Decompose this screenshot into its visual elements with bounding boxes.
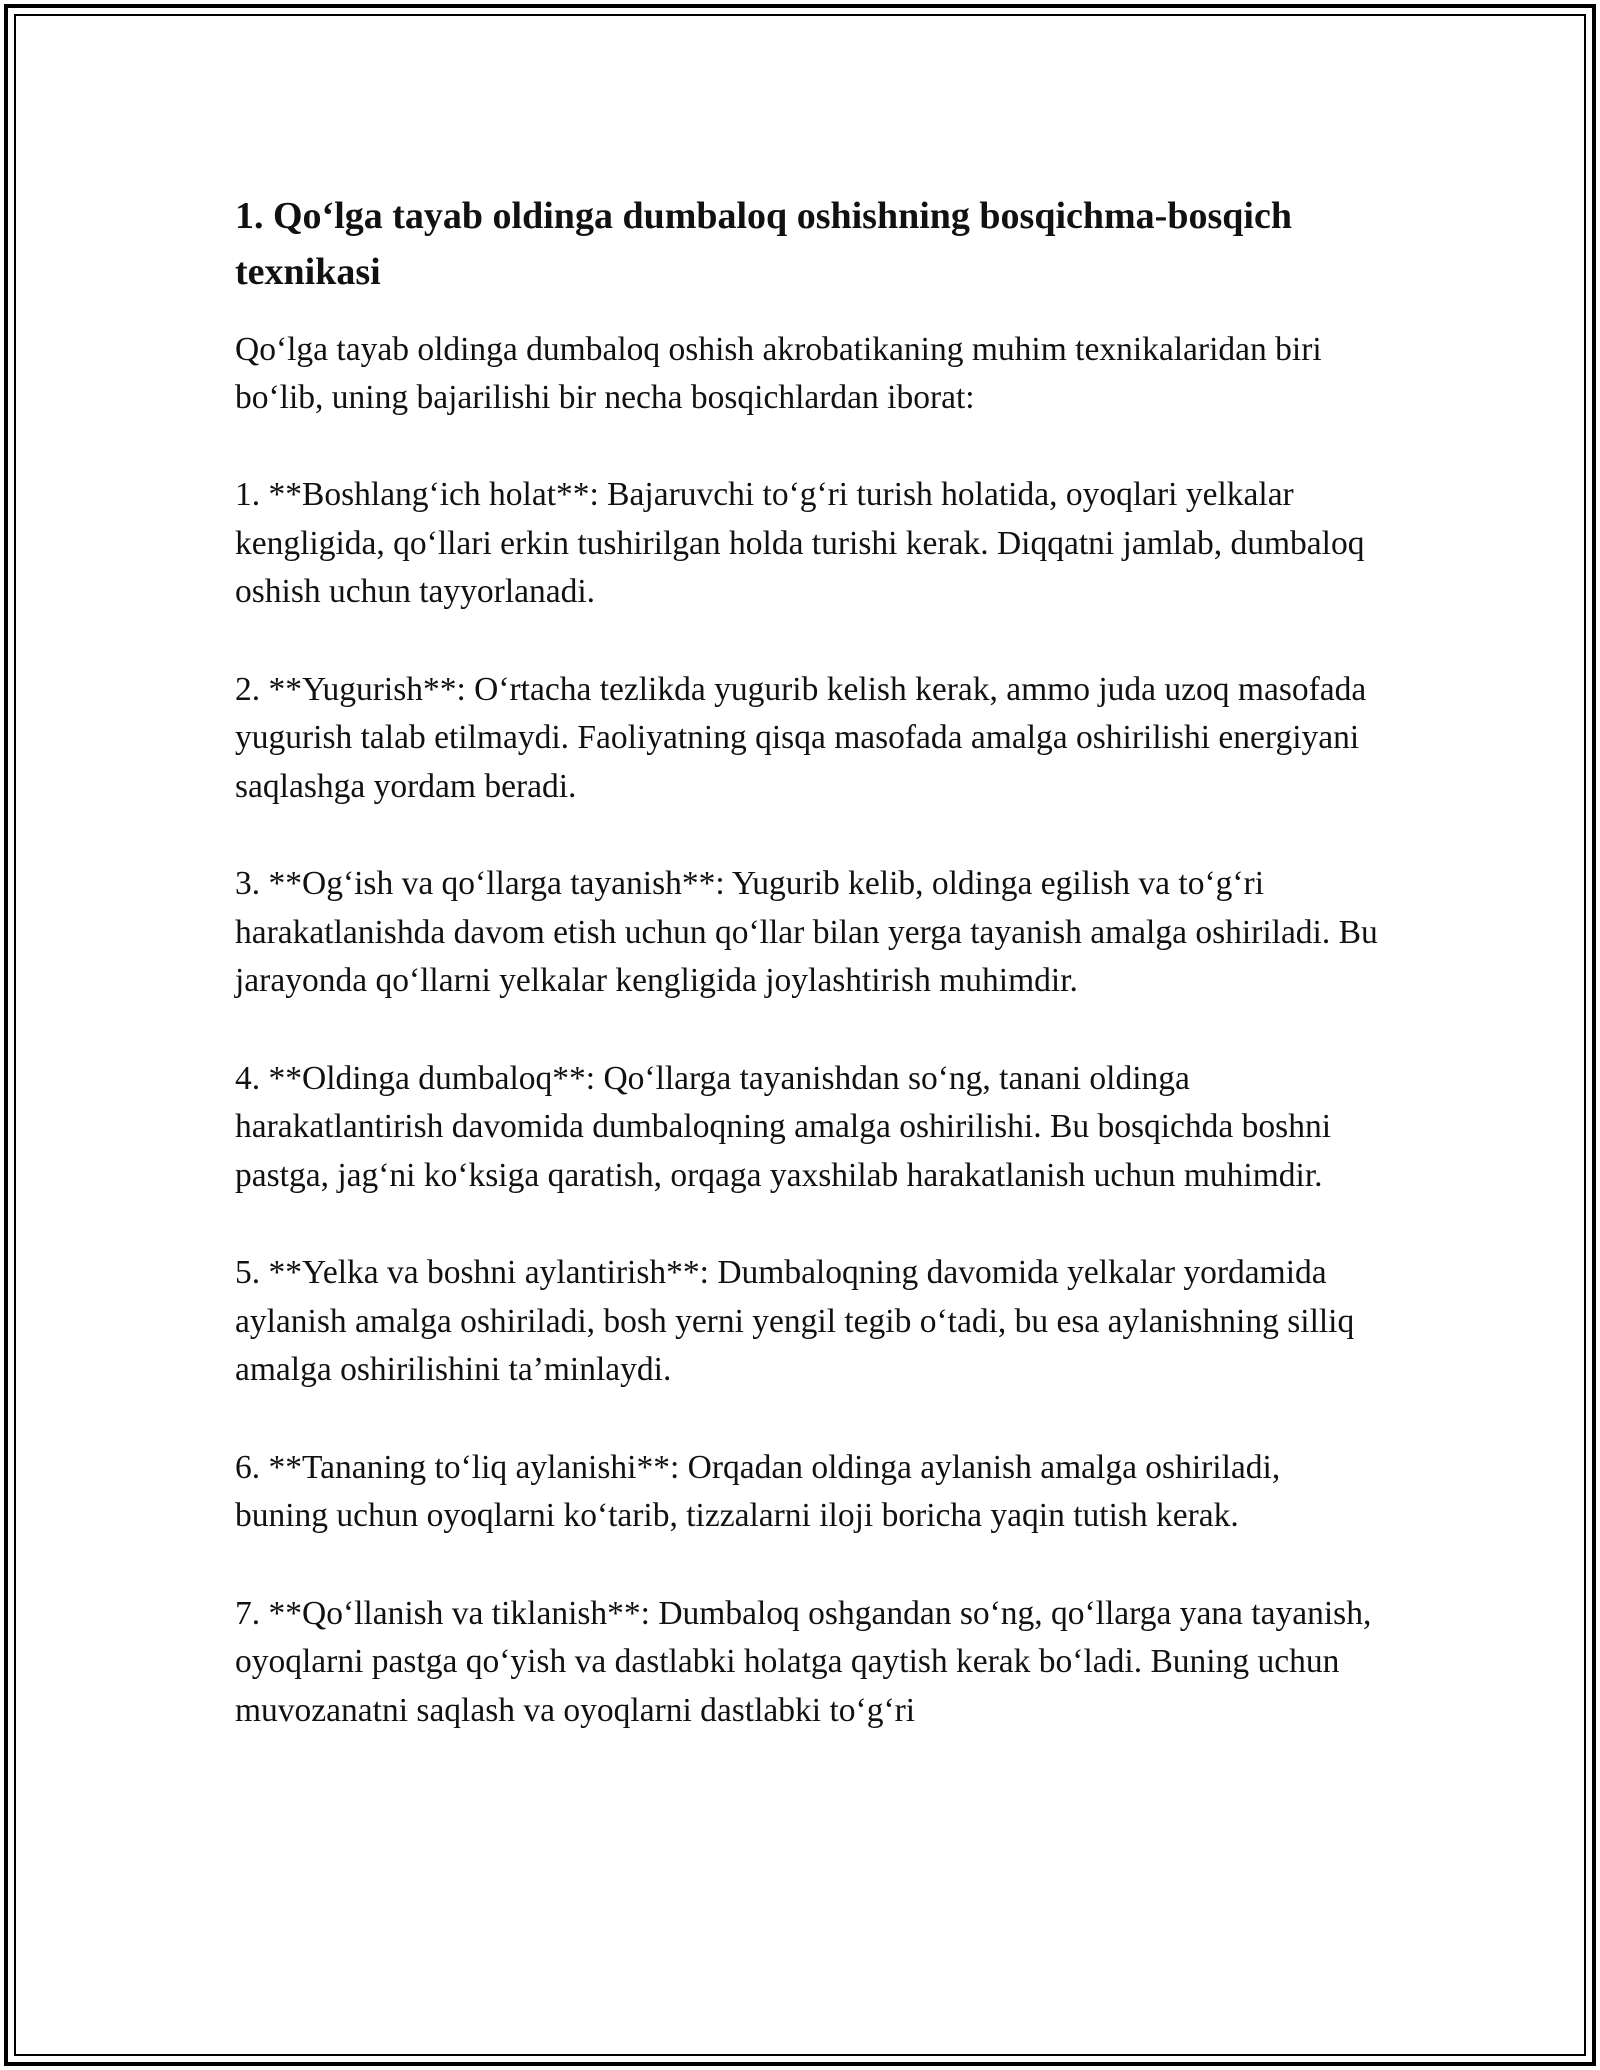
document-body xyxy=(235,188,1380,1735)
step-paragraph-5: 5. **Yelka va boshni aylantirish**: Dumbaloqning davomida yelkalar yordamida aylanish amalga oshiriladi, bosh yerni yengil tegib o‘tadi, bu esa aylanishning silliq amalga oshirilishini ta’minlaydi. xyxy=(235,1254,1355,1388)
intro-paragraph: Qo‘lga tayab oldinga dumbaloq oshish akrobatikaning muhim texnikalaridan biri bo‘lib, uning bajarilishi bir necha bosqichlardan iborat: xyxy=(235,331,1322,416)
step-paragraph-4: 4. **Oldinga dumbaloq**: Qo‘llarga tayanishdan so‘ng, tanani oldinga harakatlantirish davomida dumbaloqning amalga oshirilishi. Bu bosqichda boshni pastga, jag‘ni ko‘ksiga qaratish, orqaga yaxshilab harakatlanish uchun muhimdir. xyxy=(235,1059,1332,1194)
step-paragraph-1: 1. **Boshlang‘ich holat**: Bajaruvchi to‘g‘ri turish holatida, oyoqlari yelkalar kengligida, qo‘llari erkin tushirilgan holda turishi kerak. Diqqatni jamlab, dumbaloq oshish uchun tayyorlanadi. xyxy=(235,476,1365,610)
step-paragraph-3: 3. **Og‘ish va qo‘llarga tayanish**: Yugurib kelib, oldinga egilish va to‘g‘ri harakatlanishda davom etish uchun qo‘llar bilan yerga tayanish amalga oshiriladi. Bu jarayonda qo‘llarni yelkalar kengligida joylashtirish muhimdir. xyxy=(235,865,1378,999)
step-paragraph-2: 2. **Yugurish**: O‘rtacha tezlikda yugurib kelish kerak, ammo juda uzoq masofada yugurish talab etilmaydi. Faoliyatning qisqa masofada amalga oshirilishi energiyani saqlashga yordam beradi. xyxy=(235,670,1367,805)
document-heading: 1. Qo‘lga tayab oldinga dumbaloq oshishning bosqichma-bosqich texnikasi xyxy=(235,195,1292,293)
step-paragraph-6: 6. **Tananing to‘liq aylanishi**: Orqadan oldinga aylanish amalga oshiriladi, buning uchun oyoqlarni ko‘tarib, tizzalarni iloji boricha yaqin tutish kerak. xyxy=(235,1448,1281,1534)
step-paragraph-7: 7. **Qo‘llanish va tiklanish**: Dumbaloq oshgandan so‘ng, qo‘llarga yana tayanish, oyoqlarni pastga qo‘yish va dastlabki holatga qaytish kerak bo‘ladi. Buning uchun muvozanatni saqlash va oyoqlarni dastlabki to‘g‘ri xyxy=(235,1594,1372,1729)
